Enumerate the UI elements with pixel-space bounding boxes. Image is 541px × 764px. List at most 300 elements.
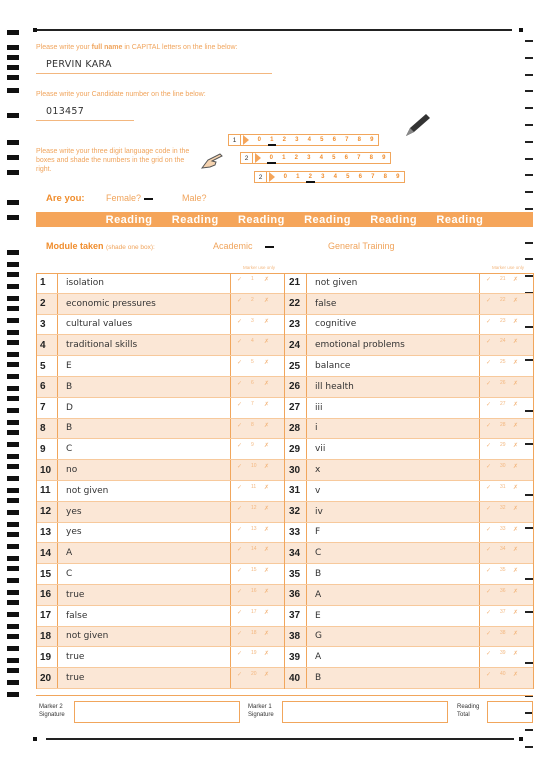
answer-text[interactable]: G [315,631,322,642]
reading-banner [36,212,533,227]
answer-text[interactable]: iii [315,402,323,413]
arrow-right-icon [269,172,275,182]
question-number: 19 [36,647,58,667]
code-digit-box[interactable]: 2 [255,172,267,182]
marker-box[interactable] [230,398,276,418]
question-number: 7 [36,398,58,418]
academic-option[interactable]: Academic [213,241,274,251]
marker-question-number: 25 [500,359,506,366]
code-grid-digit[interactable]: 6 [358,174,362,180]
answer-row [285,564,533,585]
answer-text[interactable]: F [315,527,321,538]
question-number: 31 [285,481,307,501]
marker-box[interactable] [230,439,276,459]
male-option[interactable]: Male? [182,193,207,203]
marker-question-number: 33 [500,525,506,532]
marker-question-number: 1 [251,276,254,282]
question-number: 2 [36,294,58,314]
timing-mark [7,624,19,629]
marker2-signature-box[interactable] [74,701,240,723]
marker-question-number: 39 [500,650,506,657]
answer-text[interactable]: yes [66,506,82,517]
timing-mark [7,55,19,60]
check-icon: ✓ [486,443,492,450]
edge-tick [525,208,533,210]
check-icon: ✓ [486,672,492,679]
marker-question-number: 40 [500,671,506,678]
marker-question-number: 9 [251,442,254,449]
timing-mark [7,272,19,277]
marker-question-number: 6 [251,380,254,386]
code-grid-digit[interactable]: 8 [357,137,361,143]
marker-box[interactable] [230,502,276,522]
answer-text[interactable]: A [315,589,322,600]
check-icon: ✓ [486,277,492,283]
marker-box[interactable] [479,439,525,459]
cross-icon: ✗ [513,443,519,450]
answer-row [36,585,284,606]
marker-question-number: 35 [500,567,506,574]
check-icon: ✓ [486,464,492,471]
banner-reading-label: Reading [304,213,351,226]
answer-text[interactable]: B [66,423,73,434]
code-grid-digit[interactable]: 9 [382,155,386,161]
check-icon: ✓ [237,609,243,616]
full-name-field[interactable]: PERVIN KARA [46,59,112,70]
check-icon: ✓ [237,381,243,387]
marker-box[interactable] [230,315,276,335]
marker-box[interactable] [479,419,525,439]
marker-question-number: 28 [500,421,506,428]
answer-row [285,481,533,502]
cross-icon: ✗ [264,485,270,491]
cross-icon: ✗ [513,651,519,658]
check-icon: ✓ [237,630,243,637]
marker-question-number: 37 [500,608,506,615]
module-label: Module taken (shade one box): [46,241,155,251]
answer-row [285,273,533,294]
code-grid-digit[interactable]: 5 [320,137,324,143]
timing-mark [7,634,19,639]
question-number: 9 [36,439,58,459]
answer-text[interactable]: isolation [66,277,104,288]
marker-box[interactable] [479,335,525,355]
marker-box[interactable] [479,398,525,418]
timing-mark [7,262,19,267]
marker-box[interactable] [479,315,525,335]
check-icon: ✓ [237,318,243,325]
answer-row [285,315,533,336]
timing-mark [7,532,19,537]
cross-icon: ✗ [264,422,270,429]
check-icon: ✓ [237,339,243,346]
answer-row [285,647,533,668]
code-grid-digit[interactable]: 9 [396,174,400,180]
marker-box[interactable] [230,647,276,667]
cross-icon: ✗ [264,360,270,367]
marker-question-number: 36 [500,588,506,594]
check-icon: ✓ [237,568,243,575]
marker-box[interactable] [479,523,525,543]
code-grid-digit[interactable]: 4 [307,137,311,143]
cross-icon: ✗ [264,547,270,554]
answer-text[interactable]: not given [66,485,109,496]
cross-icon: ✗ [513,609,519,616]
answer-text[interactable]: cognitive [315,319,357,330]
marker-question-number: 15 [251,567,257,574]
cross-icon: ✗ [513,318,519,325]
code-grid-digit[interactable]: 6 [332,137,336,143]
question-number: 24 [285,335,307,355]
check-icon: ✓ [486,547,492,554]
code-grid-digit[interactable]: 1 [266,137,279,143]
marker-box[interactable] [479,356,525,376]
cross-icon: ✗ [513,360,519,367]
marker-question-number: 19 [251,650,257,657]
check-icon: ✓ [237,297,243,304]
question-number: 29 [285,439,307,459]
reading-total-label: Reading Total [457,704,480,718]
question-number: 20 [36,668,58,688]
edge-tick [525,141,533,143]
answer-text[interactable]: true [66,673,85,684]
code-grid-digit[interactable]: 9 [370,137,374,143]
marker-question-number: 24 [500,338,506,345]
check-icon: ✓ [486,609,492,616]
marker-question-number: 22 [500,296,506,303]
timing-mark [7,578,19,583]
code-grid-digit[interactable]: 7 [371,174,375,180]
answer-row [36,606,284,627]
answer-row [285,543,533,564]
answer-row [285,398,533,419]
table-border [36,273,37,689]
timing-mark [7,330,19,335]
marker-question-number: 3 [251,317,254,324]
check-icon: ✓ [486,422,492,429]
code-grid-digit[interactable]: 4 [319,155,323,161]
question-number: 38 [285,627,307,647]
code-grid-digit[interactable]: 7 [357,155,361,161]
timing-mark [7,140,19,145]
marker-box[interactable] [479,294,525,314]
check-icon: ✓ [237,422,243,429]
cross-icon: ✗ [513,381,519,387]
marker-use-label: Marker use only [242,265,275,270]
check-icon: ✓ [486,318,492,325]
marker-box[interactable] [230,419,276,439]
marker1-signature-box[interactable] [282,701,448,723]
edge-tick [525,40,533,42]
marker-question-number: 23 [500,317,506,324]
question-number: 36 [285,585,307,605]
question-number: 30 [285,460,307,480]
answer-text[interactable]: no [66,465,78,476]
marker-box[interactable] [230,335,276,355]
pencil-icon [402,110,434,145]
edge-tick [525,242,533,244]
banner-reading-label: Reading [105,213,153,226]
marker-box[interactable] [230,460,276,480]
timing-mark [7,340,19,345]
marker-box[interactable] [230,627,276,647]
cross-icon: ✗ [264,651,270,658]
timing-mark [7,590,19,595]
check-icon: ✓ [486,485,492,491]
check-icon: ✓ [237,360,243,367]
timing-mark [7,250,19,255]
answer-text[interactable]: B [315,673,322,684]
language-instruction: Please write your three digit language code in the boxes and shade the numbers in the grid on the right. [36,148,190,173]
timing-mark [7,386,19,391]
marker-question-number: 7 [251,400,254,407]
timing-mark [7,680,19,685]
general-training-option[interactable]: General Training [328,241,395,251]
question-number: 6 [36,377,58,397]
question-number: 40 [285,668,307,688]
answer-text[interactable]: emotional problems [315,340,405,351]
cross-icon: ✗ [264,297,270,304]
answer-text[interactable]: ill health [315,381,354,392]
cross-icon: ✗ [264,589,270,595]
marker-question-number: 8 [251,421,254,428]
code-grid-digit[interactable]: 8 [369,155,373,161]
question-number: 12 [36,502,58,522]
code-grid-digit[interactable]: 6 [344,155,348,161]
marker-box[interactable] [479,668,525,688]
marker-box[interactable] [230,585,276,605]
question-number: 11 [36,481,58,501]
marker-box[interactable] [230,668,276,688]
question-number: 5 [36,356,58,376]
timing-mark [7,522,19,527]
question-number: 1 [36,273,58,293]
timing-mark [7,556,19,561]
marker1-label: Marker 1 Signature [248,704,274,718]
cross-icon: ✗ [264,505,270,512]
answer-row [36,398,284,419]
cross-icon: ✗ [513,277,519,283]
cross-icon: ✗ [264,318,270,325]
cross-icon: ✗ [264,339,270,346]
check-icon: ✓ [237,401,243,408]
marker-box[interactable] [479,273,525,293]
answer-text[interactable]: i [315,423,318,434]
code-grid-digit[interactable]: 3 [321,174,325,180]
marker-box[interactable] [230,356,276,376]
timing-mark [7,318,19,323]
timing-mark [7,170,19,175]
timing-mark [7,498,19,503]
timing-mark [7,692,19,697]
answer-text[interactable]: not given [315,277,358,288]
code-grid-digit[interactable]: 4 [333,174,337,180]
answer-text[interactable]: true [66,589,85,600]
check-icon: ✓ [486,505,492,512]
cross-icon: ✗ [513,547,519,554]
code-grid-digit[interactable]: 0 [283,174,287,180]
code-grid-digit[interactable]: 2 [294,155,298,161]
code-grid-digit[interactable]: 3 [295,137,299,143]
edge-tick [525,158,533,160]
check-icon: ✓ [486,526,492,533]
question-number: 13 [36,523,58,543]
marker-box[interactable] [479,377,525,397]
marker-box[interactable] [230,523,276,543]
question-number: 26 [285,377,307,397]
academic-mark [265,246,274,248]
code-grid-digit[interactable]: 1 [282,155,286,161]
answer-text[interactable]: false [66,610,88,621]
answer-text[interactable]: economic pressures [66,298,156,309]
edge-tick [525,258,533,260]
answer-text[interactable]: B [66,381,73,392]
cross-icon: ✗ [513,526,519,533]
question-number: 35 [285,564,307,584]
marker-box[interactable] [479,502,525,522]
check-icon: ✓ [237,464,243,471]
timing-mark [7,296,19,301]
marker-box[interactable] [479,585,525,605]
timing-mark [7,420,19,425]
answer-row [36,460,284,481]
code-grid-digit[interactable]: 5 [332,155,336,161]
check-icon: ✓ [486,339,492,346]
cross-icon: ✗ [513,339,519,346]
candidate-line [36,120,134,121]
timing-mark [7,658,19,663]
name-instruction: Please write your full name in CAPITAL letters on the line below: [36,44,238,51]
answer-text[interactable]: C [66,444,73,455]
cross-icon: ✗ [264,464,270,471]
cross-icon: ✗ [264,277,270,283]
answer-row [285,439,533,460]
marker-box[interactable] [230,273,276,293]
answer-row [36,439,284,460]
answer-text[interactable]: A [315,652,322,663]
question-number: 32 [285,502,307,522]
corner-dot [519,737,523,741]
code-grid-digit[interactable]: 0 [257,137,261,143]
answer-text[interactable]: cultural values [66,319,133,330]
timing-mark [7,155,19,160]
code-grid-digit[interactable]: 2 [282,137,286,143]
answer-text[interactable]: true [66,652,85,663]
code-grid-digit[interactable]: 8 [383,174,387,180]
timing-mark [7,454,19,459]
marker-box[interactable] [479,564,525,584]
code-grid-digit[interactable]: 2 [304,174,317,180]
corner-dot [33,737,37,741]
check-icon: ✓ [486,651,492,658]
reading-total-box[interactable] [487,701,533,723]
timing-mark [7,215,19,220]
answer-row [36,419,284,440]
marker-box[interactable] [479,481,525,501]
code-grid-digit[interactable]: 0 [265,155,278,161]
candidate-number-field[interactable]: 013457 [46,106,85,117]
cross-icon: ✗ [513,464,519,471]
cross-icon: ✗ [513,297,519,304]
marker-box[interactable] [230,564,276,584]
answer-text[interactable]: D [66,402,73,413]
answer-text[interactable]: balance [315,361,351,372]
answer-text[interactable]: iv [315,506,323,517]
answer-text[interactable]: false [315,298,337,309]
cross-icon: ✗ [513,672,519,679]
cross-icon: ✗ [264,526,270,533]
marker-box[interactable] [479,543,525,563]
answer-row [36,356,284,377]
marker-box[interactable] [230,377,276,397]
timing-mark [7,612,19,617]
answer-text[interactable]: x [315,465,321,476]
answer-row [36,315,284,336]
answer-row [36,627,284,648]
edge-tick [525,74,533,76]
banner-reading-label: Reading [370,213,418,226]
question-number: 34 [285,543,307,563]
marker-box[interactable] [479,627,525,647]
marker-box[interactable] [230,543,276,563]
check-icon: ✓ [237,672,243,679]
answer-text[interactable]: yes [66,527,82,538]
answer-text[interactable]: C [315,548,322,559]
cross-icon: ✗ [264,381,270,387]
answer-text[interactable]: C [66,569,73,580]
timing-mark [7,510,19,515]
answer-text[interactable]: B [315,569,322,580]
code-grid-digit[interactable]: 1 [296,174,300,180]
answer-row [36,668,284,689]
female-option[interactable]: Female? [106,193,153,203]
question-number: 16 [36,585,58,605]
marker-box[interactable] [479,606,525,626]
marker-box[interactable] [479,647,525,667]
timing-mark [7,488,19,493]
marker-box[interactable] [230,606,276,626]
question-number: 37 [285,606,307,626]
code-grid-digit[interactable]: 3 [307,155,311,161]
question-number: 17 [36,606,58,626]
marker-box[interactable] [230,481,276,501]
check-icon: ✓ [486,360,492,367]
answer-text[interactable]: traditional skills [66,340,138,351]
timing-mark [7,396,19,401]
edge-tick [525,57,533,59]
cross-icon: ✗ [264,443,270,450]
check-icon: ✓ [486,401,492,408]
answer-text[interactable]: vii [315,444,326,455]
edge-tick [525,191,533,193]
check-icon: ✓ [486,297,492,304]
answer-text[interactable]: E [315,610,321,621]
answer-text[interactable]: A [66,548,73,559]
marker-box[interactable] [479,460,525,480]
code-digit-box[interactable]: 2 [241,153,253,163]
answer-row [285,502,533,523]
code-grid-row [254,171,405,183]
marker-box[interactable] [230,294,276,314]
code-digit-box[interactable]: 1 [229,135,241,145]
marker-question-number: 18 [251,629,257,636]
answer-text[interactable]: not given [66,631,109,642]
code-grid-digit[interactable]: 7 [345,137,349,143]
question-number: 18 [36,627,58,647]
answer-text[interactable]: v [315,485,321,496]
answer-text[interactable]: E [66,361,72,372]
code-grid-digit[interactable]: 5 [346,174,350,180]
